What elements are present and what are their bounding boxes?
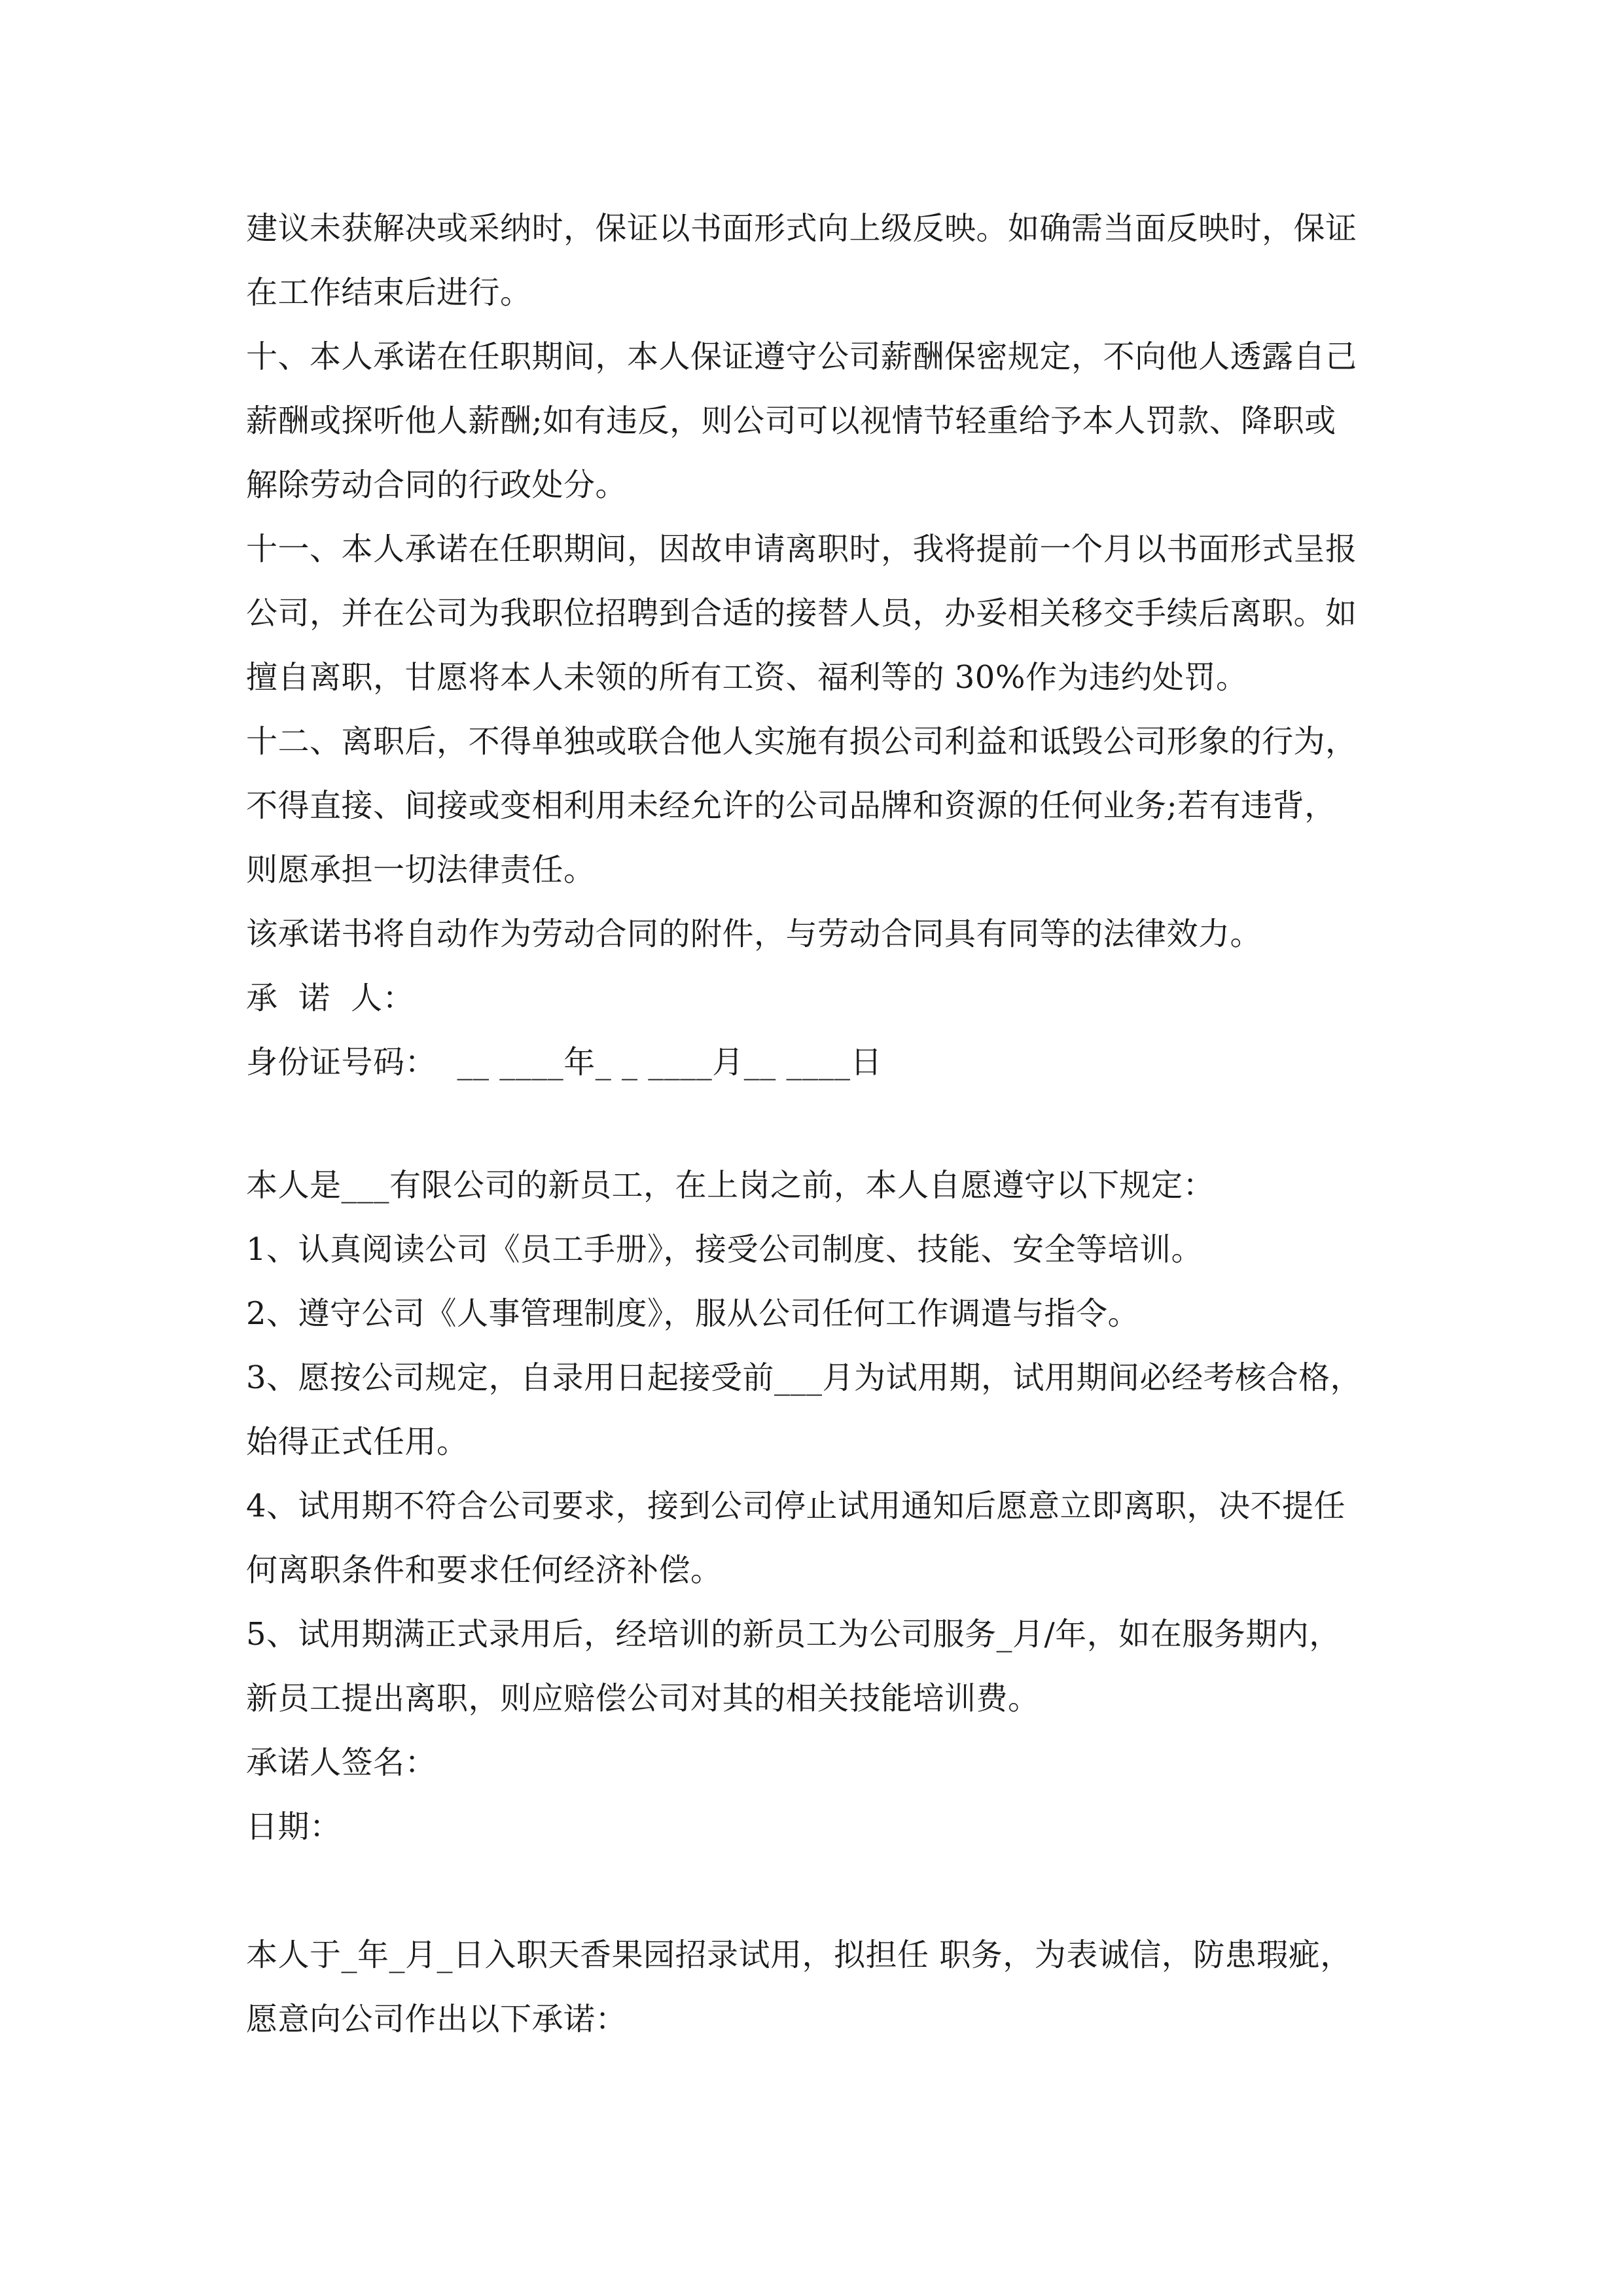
text-line: 3、愿按公司规定，自录用日起接受前___月为试用期，试用期间必经考核合格，	[246, 1359, 1363, 1396]
text-line: 十、本人承诺在任职期间，本人保证遵守公司薪酬保密规定，不向他人透露自己	[246, 338, 1357, 375]
text-line: 愿意向公司作出以下承诺：	[246, 2001, 628, 2037]
section-probation-commitment	[246, 1923, 1398, 2051]
text-line: 1、认真阅读公司《员工手册》，接受公司制度、技能、安全等培训。	[246, 1231, 1204, 1268]
text-line: 建议未获解决或采纳时，保证以书面形式向上级反映。如确需当面反映时，保证	[246, 210, 1357, 247]
signature-label: 承诺人签名：	[246, 1744, 437, 1781]
text-line: 十一、本人承诺在任职期间，因故申请离职时，我将提前一个月以书面形式呈报	[246, 531, 1357, 567]
text-line: 本人于_年_月_日入职天香果园招录试用，拟担任 职务，为表诚信，防患瑕疵，	[246, 1937, 1352, 1973]
text-line: 公司，并在公司为我职位招聘到合适的接替人员，办妥相关移交手续后离职。如	[246, 595, 1357, 632]
section-commitments-continued	[246, 196, 1398, 1094]
text-line: 则愿承担一切法律责任。	[246, 852, 596, 888]
text-line: 不得直接、间接或变相利用未经允许的公司品牌和资源的任何业务;若有违背，	[246, 787, 1336, 824]
text-line: 该承诺书将自动作为劳动合同的附件，与劳动合同具有同等的法律效力。	[246, 916, 1262, 952]
date-label: 日期：	[246, 1808, 342, 1845]
signature-label: 承 诺 人：	[246, 980, 415, 1016]
text-line: 十二、离职后，不得单独或联合他人实施有损公司利益和诋毁公司形象的行为，	[246, 723, 1357, 760]
text-line: 本人是___有限公司的新员工，在上岗之前，本人自愿遵守以下规定：	[246, 1167, 1215, 1204]
text-line: 解除劳动合同的行政处分。	[246, 467, 628, 503]
text-line: 擅自离职，甘愿将本人未领的所有工资、福利等的 30%作为违约处罚。	[246, 659, 1248, 696]
text-line: 新员工提出离职，则应赔偿公司对其的相关技能培训费。	[246, 1680, 1040, 1717]
text-line: 始得正式任用。	[246, 1424, 469, 1460]
text-line: 在工作结束后进行。	[246, 274, 532, 311]
text-line: 何离职条件和要求任何经济补偿。	[246, 1552, 722, 1588]
text-line: 5、试用期满正式录用后，经培训的新员工为公司服务_月/年，如在服务期内，	[246, 1616, 1341, 1653]
text-line: 4、试用期不符合公司要求，接到公司停止试用通知后愿意立即离职，决不提任	[246, 1488, 1346, 1524]
text-line: 2、遵守公司《人事管理制度》，服从公司任何工作调遣与指令。	[246, 1295, 1140, 1332]
id-number-date-line: 身份证号码： __ ____年_ _ ____月__ ____日	[246, 1044, 883, 1081]
text-line: 薪酬或探听他人薪酬;如有违反，则公司可以视情节轻重给予本人罚款、降职或	[246, 403, 1336, 439]
section-new-employee-rules	[246, 1153, 1398, 1859]
